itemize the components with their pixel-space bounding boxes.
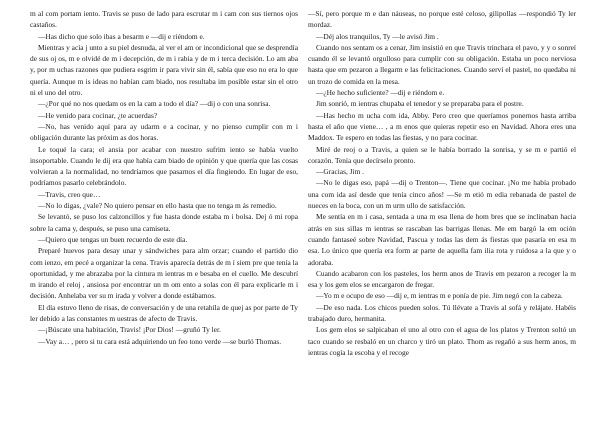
paragraph: Me sentía en m i casa, sentada a una m esa llena de hom bres que se inclinaban hacia atrás en sus sillas m ientras se rascaban las barrigas llenas. Me em bargó la em oción cuando fantaseé sobre Navidad, Pascua y todas las dem ás fiestas que pasaría en esa m esa. Lo único que quería era form ar parte de aquella fam ilia rota y ruidosa a la que y o adoraba. — [308, 212, 576, 267]
left-page — [30, 8, 298, 422]
right-page — [308, 8, 576, 422]
paragraph: —Yo m e ocupo de eso —dij e, m ientras m e ponía de pie. Jim negó con la cabeza. — [316, 291, 563, 301]
paragraph: —He venido para cocinar, ¿te acuerdas? — [38, 110, 158, 120]
paragraph: —Sí, pero porque m e dan náuseas, no porque esté celoso, gilipollas —respondió Ty ler mordaz. — [308, 9, 576, 30]
paragraph: —Has hecho m ucha com ida, Abby. Pero creo que queríamos ponernos hasta arriba hasta el año que viene… , a m enos que quieras repetir eso en Navidad. Ahora eres una Maddox. Te espero en todas las fiestas, y no para cocinar. — [308, 110, 576, 143]
paragraph: —No lo digas, ¿vale? No quiero pensar en ello hasta que no tenga m ás remedio. — [38, 201, 277, 211]
paragraph: —¡Búscate una habitación, Travis! ¡Por Dios! —gruñó Ty ler. — [38, 325, 221, 335]
paragraph: —Quiero que tengas un buen recuerdo de este día. — [38, 234, 188, 244]
paragraph: —Travis, creo que… — [38, 189, 101, 199]
paragraph: Los gem elos se salpicaban el uno al otro con el agua de los platos y Trenton soltó un taco cuando se resbaló en un charco y tiró un plato. Thom as regañó a sus herm anos, m ientras cogía la escoba y el recoge — [308, 325, 576, 357]
paragraph: Preparé huevos para desay unar y sándwiches para alm orzar; cuando el partido dio com ienzo, em pecé a organizar la cena. Travis aparecía detrás de m í siem pre que tenía la oportunidad, y me abrazaba por la cintura m ientras m e besaba en el cuello. Me descubrí m irando el reloj , ansiosa por encontrar un m om ento a solas con él para explicarle m i decisión. Anhelaba ver su m irada y volver a donde estábamos. — [30, 246, 298, 301]
paragraph: Jim sonrió, m ientras chupaba el tenedor y se preparaba para el postre. — [316, 99, 524, 109]
paragraph: —No, has venido aquí para ay udarm e a cocinar, y no pienso cumplir con m i obligación durante las próxim as dos horas. — [30, 121, 298, 143]
paragraph: Se levantó, se puso los calzoncillos y fue hasta donde estaba m i bolsa. Dej ó mi ropa sobre la cama y, después, se puso una camiseta. — [30, 212, 298, 233]
paragraph: Miré de reoj o a Travis, a quien se le había borrado la sonrisa, y se m e partió el corazón. Tenía que decírselo pronto. — [308, 144, 576, 165]
paragraph: —De eso nada. Los chicos pueden solos. Tú llévate a Travis al sofá y relájate. Habéis trabajado duro, hermanita. — [308, 302, 576, 324]
paragraph: —Déj alos tranquilos, Ty —le avisó Jim . — [316, 31, 439, 41]
paragraph: Le toqué la cara; el ansia por acabar con nuestro sufrim iento se había vuelto insoportable. Cuando le dij era que había cam biado de opinión y que quería que las cosas volvieran a la normalidad, no tendríamos que pasarnos el día fingiendo. En lugar de eso, podríamos pasarlo celebrándolo. — [30, 144, 298, 188]
paragraph: —¿Por qué no nos quedam os en la cam a todo el día? —dij o con una sonrisa. — [38, 99, 271, 109]
paragraph: Mientras y acía j unto a su piel desnuda, al ver el am or incondicional que se desprendía de sus oj os, m e olvidé de m i decepción, de m i rabia y de m i terca decisión. Lo am aba y, por m uchas razones que pudiera esgrim ir para vivir sin él, sabía que eso no era lo que quería. Aunque m is ideas no habían cam biado, nos resultaba im posible estar sin el otro ni el uno del otro. — [30, 42, 298, 98]
paragraph: —Gracias, Jim . — [316, 167, 365, 177]
paragraph: —No le digas eso, papá —dij o Trenton—. Tiene que cocinar. ¡No me había probado una com ida así desde que tenía cinco años! —Se m etió m edia rebanada de pastel de nueces en la boca, con un m urm ullo de satisfacción. — [308, 178, 576, 211]
paragraph: m al com portam iento. Travis se puso de lado para escrutar m i cam con sus tiernos ojos castaños. — [30, 9, 298, 30]
paragraph: Cuando acabaron con los pasteles, los herm anos de Travis em pezaron a recoger la m esa y los gem elos se encargaron de fregar. — [308, 268, 576, 290]
paragraph: —¿He hecho suficiente? —dij e riéndom e. — [316, 88, 445, 98]
paragraph: El día estuvo lleno de risas, de conversación y de una retahíla de quej as por parte de Ty ler debido a las constantes m uestras de afecto de Travis. — [30, 302, 298, 324]
paragraph: —Vay a… , pero si tu cara está adquiriendo un feo tono verde —se burló Thomas. — [38, 336, 282, 346]
paragraph: Cuando nos sentam os a cenar, Jim insistió en que Travis trinchara el pavo, y y o sonreí cuando él se levantó orgulloso para cumplir con su obligación. Estaba un poco nerviosa hasta que em pezaron a llegarm e las felicitaciones. Cuando serví el pastel, no quedaba ni un trozo de comida en la mesa. — [308, 42, 576, 86]
paragraph: —Has dicho que solo ibas a besarm e —dij e riéndom e. — [38, 31, 205, 41]
